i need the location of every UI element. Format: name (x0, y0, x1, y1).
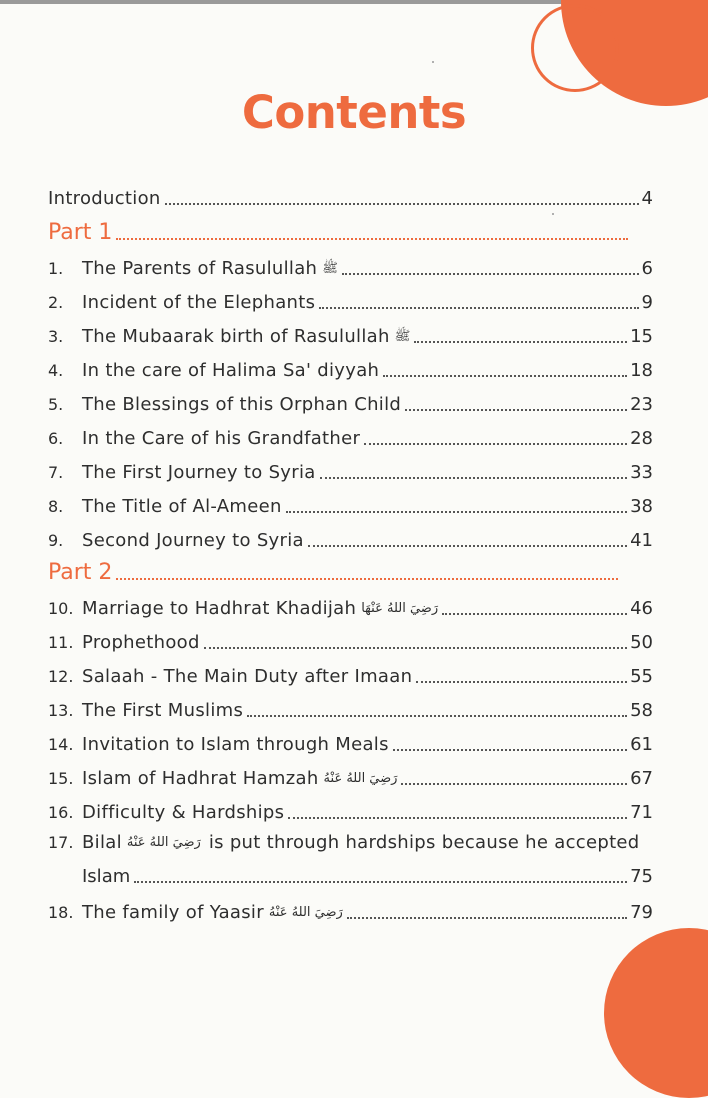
part-label: Part 2 (48, 560, 113, 585)
toc-entry (48, 894, 653, 924)
leader-dots (116, 238, 628, 240)
entry-page: 23 (630, 394, 653, 415)
entry-page: 6 (641, 258, 653, 279)
toc-entry (48, 590, 653, 620)
toc-entry (48, 250, 653, 280)
toc-entry (48, 420, 653, 450)
entry-page: 67 (630, 768, 653, 789)
leader-dots (134, 881, 627, 883)
leader-dots (288, 817, 627, 819)
entry-number: 12. (48, 667, 74, 686)
toc-entry (48, 522, 653, 552)
entry-number: 7. (48, 463, 64, 482)
entry-number: 8. (48, 497, 64, 516)
entry-title: Introduction (48, 188, 161, 209)
entry-page: 46 (630, 598, 653, 619)
toc-entry-continuation (82, 858, 653, 888)
leader-dots (401, 783, 627, 785)
leader-dots (319, 307, 638, 309)
entry-page: 4 (641, 188, 653, 209)
entry-number: 16. (48, 803, 74, 822)
leader-dots (405, 409, 627, 411)
leader-dots (342, 273, 639, 275)
entry-page: 50 (630, 632, 653, 653)
entry-title: The Parents of Rasulullah (82, 258, 318, 279)
entry-number: 14. (48, 735, 74, 754)
entry-title: In the Care of his Grandfather (82, 428, 361, 449)
toc-entry (48, 658, 653, 688)
entry-title: Difficulty & Hardships (82, 802, 285, 823)
leader-dots (442, 613, 627, 615)
leader-dots (347, 917, 627, 919)
entry-page: 71 (630, 802, 653, 823)
entry-title: The First Muslims (82, 700, 244, 721)
leader-dots (165, 203, 639, 205)
entry-title-continuation: Islam (82, 866, 131, 887)
entry-number: 2. (48, 293, 64, 312)
leader-dots (286, 511, 627, 513)
part-heading (48, 214, 628, 246)
leader-dots (416, 681, 627, 683)
honorific-calligraphy: رَضِيَ اللهُ عَنْهَا (361, 601, 439, 616)
toc-entry (48, 454, 653, 484)
entry-number: 18. (48, 903, 74, 922)
entry-page: 18 (630, 360, 653, 381)
leader-dots (320, 477, 628, 479)
entry-title: The Blessings of this Orphan Child (82, 394, 402, 415)
entry-title: The Title of Al-Ameen (82, 496, 282, 517)
toc-entry (48, 726, 653, 756)
entry-title: Islam of Hadhrat Hamzah (82, 768, 319, 789)
entry-number: 9. (48, 531, 64, 550)
entry-page: 38 (630, 496, 653, 517)
decorative-ring-top (531, 4, 619, 92)
honorific-calligraphy: رَضِيَ اللهُ عَنْهُ (268, 905, 343, 920)
leader-dots (393, 749, 627, 751)
entry-number: 13. (48, 701, 74, 720)
decorative-circle-bottom (604, 928, 708, 1098)
honorific-calligraphy: رَضِيَ اللهُ عَنْهُ (323, 771, 398, 786)
honorific-calligraphy: ﷺ (322, 261, 338, 276)
entry-title: Marriage to Hadhrat Khadijah (82, 598, 357, 619)
toc-entry (48, 488, 653, 518)
entry-page: 9 (641, 292, 653, 313)
entry-title: The First Journey to Syria (82, 462, 316, 483)
toc-entry (48, 386, 653, 416)
entry-title: In the care of Halima Sa' diyyah (82, 360, 380, 381)
toc-entry (48, 318, 653, 348)
entry-number: 1. (48, 259, 64, 278)
entry-number: 5. (48, 395, 64, 414)
toc-entry (48, 284, 653, 314)
speck (432, 61, 434, 63)
page-title: Contents (241, 86, 467, 139)
entry-page: 79 (630, 902, 653, 923)
entry-page: 15 (630, 326, 653, 347)
entry-page: 55 (630, 666, 653, 687)
entry-title: Second Journey to Syria (82, 530, 304, 551)
leader-dots (308, 545, 627, 547)
honorific-calligraphy: رَضِيَ اللهُ عَنْهُ (126, 835, 201, 850)
leader-dots (116, 578, 618, 580)
leader-dots (414, 341, 627, 343)
entry-title-rest: is put through hardships because he accepted (208, 832, 640, 853)
part-label: Part 1 (48, 220, 113, 245)
entry-title: Invitation to Islam through Meals (82, 734, 389, 755)
leader-dots (247, 715, 627, 717)
toc-entry (48, 692, 653, 722)
part-heading (48, 554, 618, 586)
entry-page: 75 (630, 866, 653, 887)
honorific-calligraphy: ﷺ (394, 329, 411, 344)
entry-number: 3. (48, 327, 64, 346)
entry-title: Prophethood (82, 632, 200, 653)
toc-entry (48, 760, 653, 790)
entry-page: 33 (630, 462, 653, 483)
entry-page: 58 (630, 700, 653, 721)
entry-title: The family of Yaasir (82, 902, 264, 923)
toc-entry (48, 794, 653, 824)
leader-dots (364, 443, 627, 445)
entry-page: 28 (630, 428, 653, 449)
toc-entry-introduction (48, 180, 653, 210)
entry-number: 15. (48, 769, 74, 788)
entry-title: Incident of the Elephants (82, 292, 316, 313)
leader-dots (204, 647, 627, 649)
leader-dots (383, 375, 627, 377)
toc-entry (48, 352, 653, 382)
entry-number: 4. (48, 361, 64, 380)
entry-page: 41 (630, 530, 653, 551)
toc-entry (48, 624, 653, 654)
entry-title: Bilal (82, 832, 122, 853)
entry-number: 10. (48, 599, 74, 618)
entry-number: 11. (48, 633, 74, 652)
entry-page: 61 (630, 734, 653, 755)
entry-title: Salaah - The Main Duty after Imaan (82, 666, 413, 687)
entry-number: 17. (48, 833, 74, 852)
toc-entry (48, 824, 653, 854)
entry-title: The Mubaarak birth of Rasulullah (82, 326, 390, 347)
entry-number: 6. (48, 429, 64, 448)
